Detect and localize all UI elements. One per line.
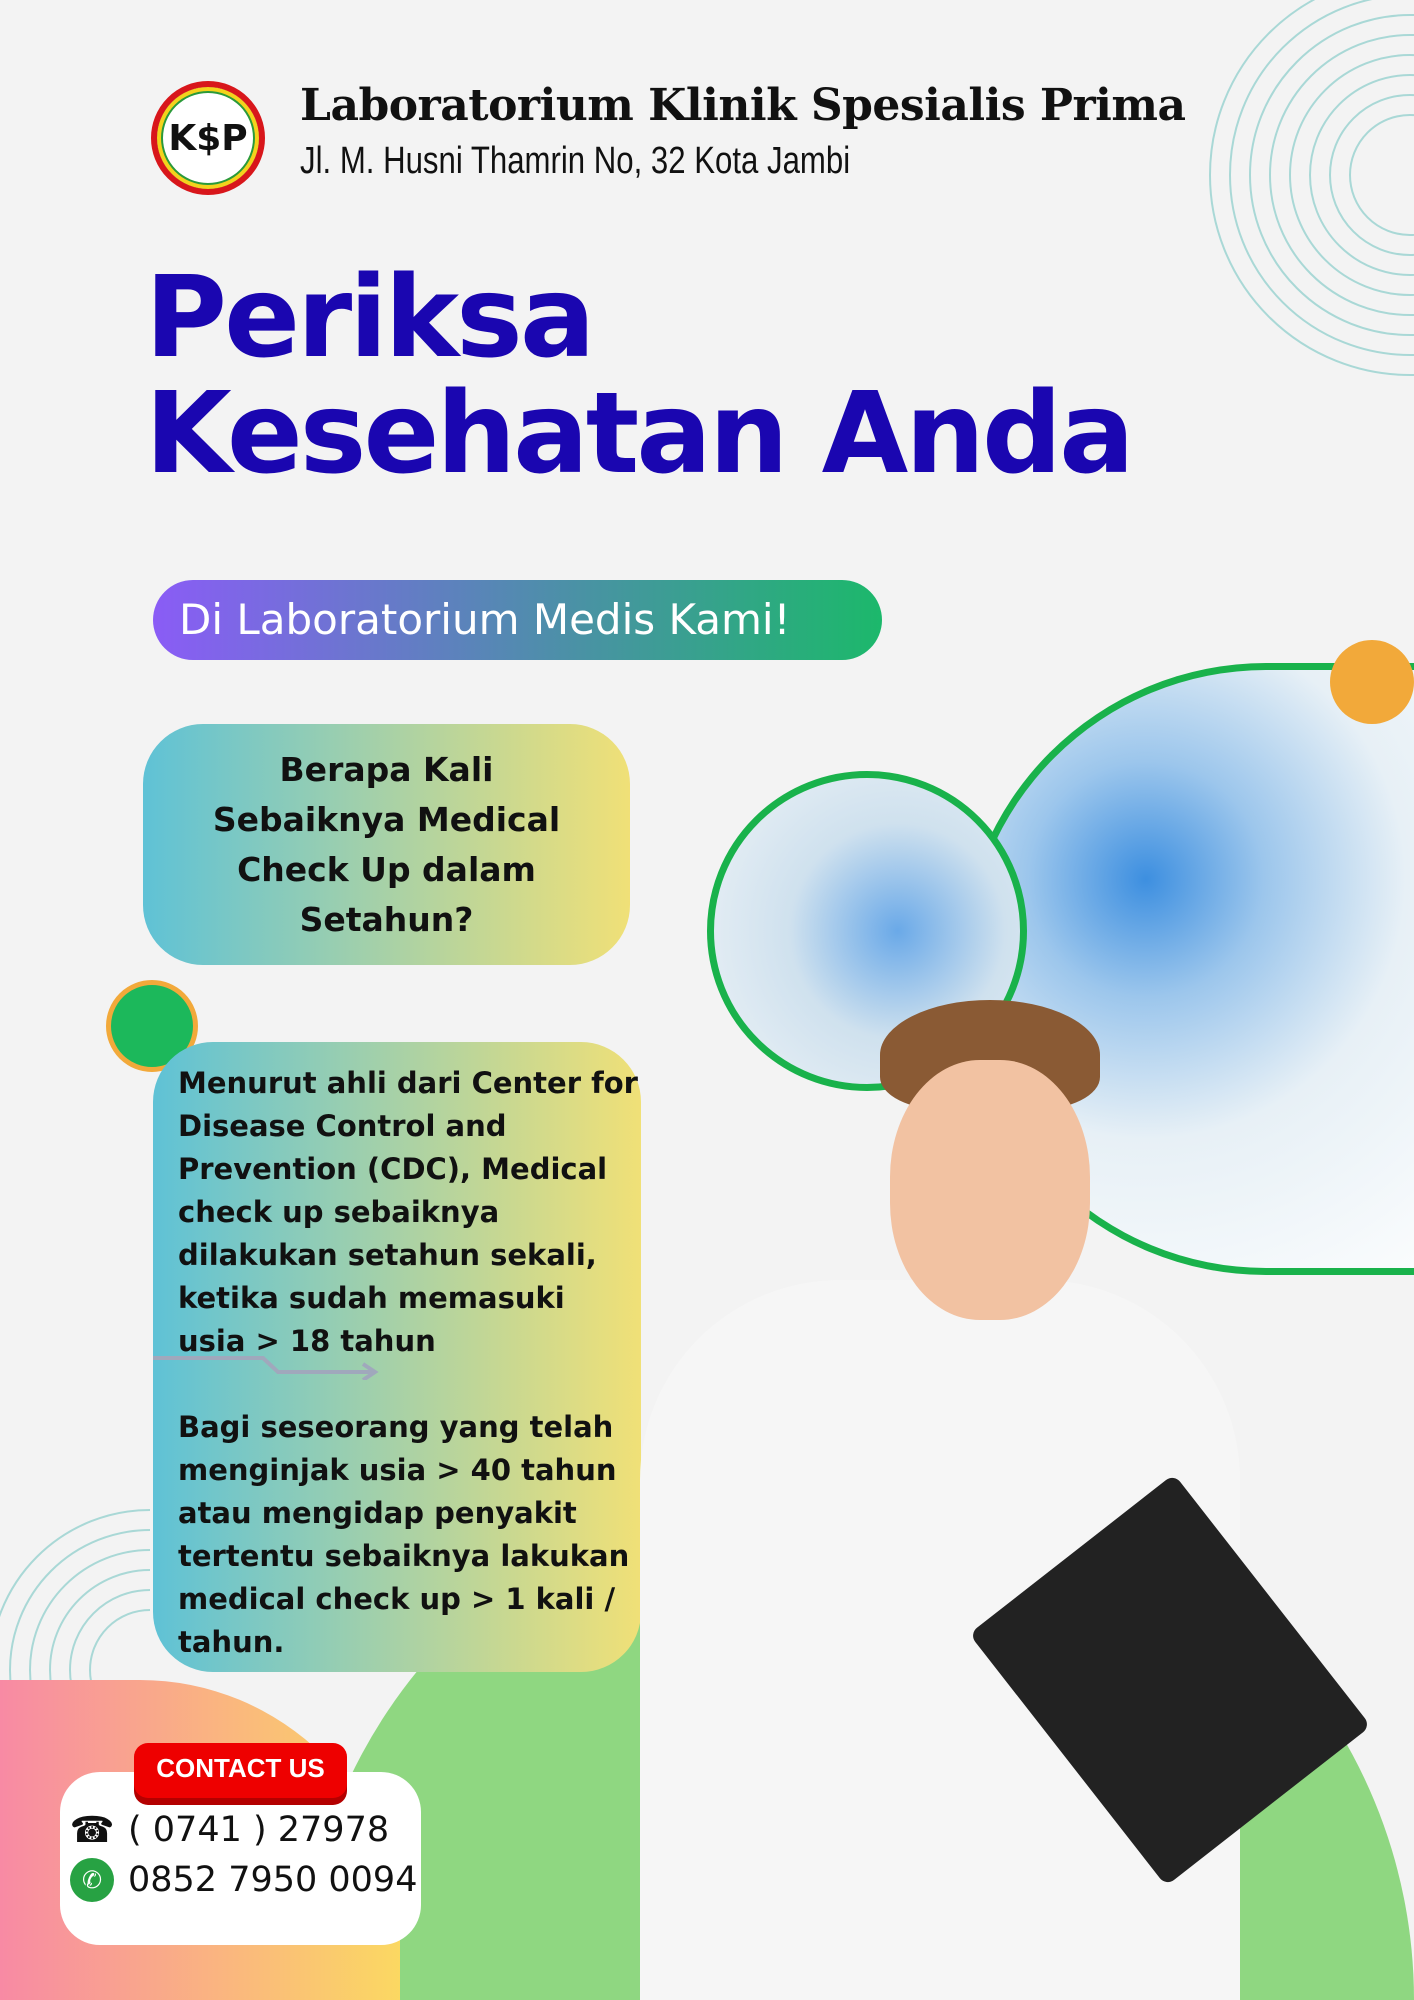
phone-number[interactable]: ( 0741 ) 27978 (128, 1810, 390, 1850)
clinic-logo: K$P (151, 81, 265, 195)
answer-paragraph-1: Menurut ahli dari Center for Disease Control and Prevention (CDC), Medical check up sebaiknya dilakukan setahun sekali, ketika sudah memasuki usia > 18 tahun (178, 1066, 638, 1358)
decorative-arcs-left (0, 1470, 150, 1710)
answer-paragraph-2: Bagi seseorang yang telah menginjak usia > 40 tahun atau mengidap penyakit tertentu sebaiknya lakukan medical check up > 1 kali / tahun. (178, 1410, 630, 1659)
scientist-face (890, 1060, 1090, 1320)
decorative-orange-dot (1330, 640, 1414, 724)
telephone-icon: ☎ (69, 1809, 115, 1851)
phone-row (70, 1808, 389, 1852)
question-bubble: Berapa Kali Sebaiknya Medical Check Up dalam Setahun? (143, 724, 630, 965)
contact-us-button[interactable]: CONTACT US (134, 1743, 347, 1798)
whatsapp-number[interactable]: 0852 7950 0094 (128, 1860, 418, 1900)
whatsapp-icon: ✆ (70, 1858, 114, 1902)
headline-line1: Periksa (145, 253, 593, 383)
whatsapp-row (70, 1858, 417, 1902)
decorative-arcs-top (1070, 0, 1414, 380)
tagline-pill: Di Laboratorium Medis Kami! (153, 580, 882, 660)
clinic-address: Jl. M. Husni Thamrin No, 32 Kota Jambi (300, 140, 851, 182)
clinic-name: Laboratorium Klinik Spesialis Prima (300, 80, 1186, 131)
arrow-icon (153, 1350, 383, 1380)
headline-line2: Kesehatan Anda (145, 369, 1132, 499)
